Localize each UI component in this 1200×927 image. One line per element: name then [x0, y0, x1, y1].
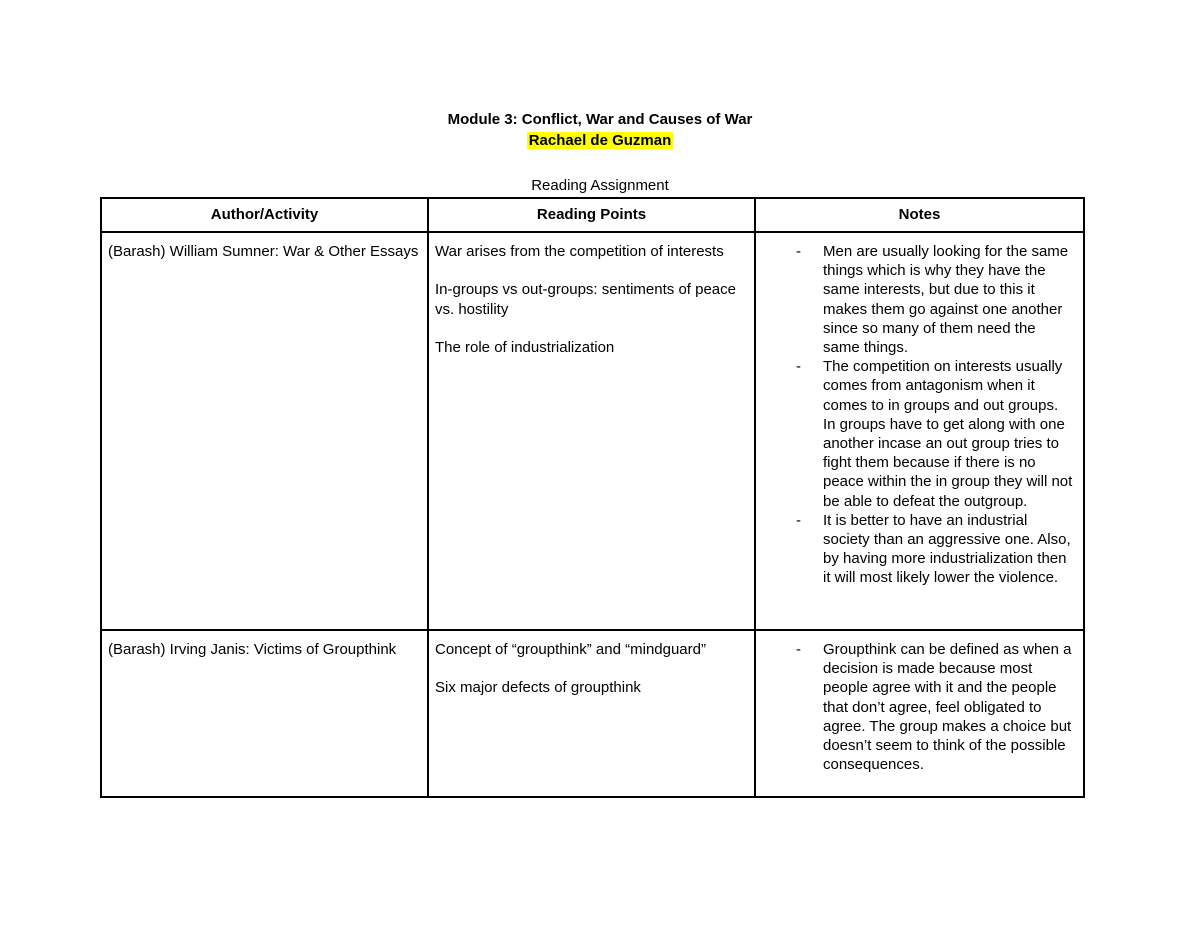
- notes-cell: [755, 232, 1084, 630]
- bullet-marker: -: [796, 243, 801, 260]
- document-subtitle: Reading Assignment: [531, 177, 669, 194]
- note-item: [762, 640, 1077, 774]
- bullet-marker: -: [796, 358, 801, 376]
- column-header-notes: Notes: [755, 198, 1084, 232]
- author-name: Rachael de Guzman: [528, 132, 672, 149]
- note-text: Groupthink can be defined as when a decision is made because most people agree with it and the people that don’t agree, feel obligated to agree. The group makes a choice but doesn’t seem to think of the possible consequences.: [823, 641, 1072, 774]
- column-header-reading-points: Reading Points: [428, 198, 755, 232]
- reading-point: Concept of “groupthink” and “mindguard”: [435, 641, 706, 658]
- bullet-marker: -: [796, 511, 801, 529]
- document-title: Module 3: Conflict, War and Causes of War: [447, 111, 753, 128]
- note-item: [762, 242, 1077, 357]
- author-line: [0, 131, 1200, 150]
- reading-point: War arises from the competition of interests: [435, 243, 724, 260]
- author-activity-cell: [101, 232, 428, 630]
- reading-points-cell: [428, 232, 755, 630]
- notes-list: [762, 242, 1077, 588]
- note-item: [762, 357, 1077, 511]
- reading-point: Six major defects of groupthink: [435, 679, 641, 697]
- note-text: The competition on interests usually comes from antagonism when it comes to in groups and out groups. In groups have to get along with one another incase an out group tries to fight them because if there is no peace within the in group they will not be able to defeat the outgroup.: [823, 358, 1073, 510]
- note-text: It is better to have an industrial society than an aggressive one. Also, by having more industrialization then it will most likely lower the violence.: [823, 511, 1071, 587]
- notes-list: [762, 640, 1077, 774]
- author-activity-text: (Barash) William Sumner: War & Other Essays: [108, 243, 419, 260]
- note-text: Men are usually looking for the same things which is why they have the same interests, but due to this it makes them go against one another since so many of them need the same things.: [823, 243, 1069, 357]
- author-activity-cell: [101, 630, 428, 797]
- notes-cell: [755, 630, 1084, 797]
- author-activity-text: (Barash) Irving Janis: Victims of Groupthink: [108, 641, 397, 658]
- table-header-row: [101, 198, 1084, 232]
- bullet-marker: -: [796, 641, 801, 658]
- column-header-author-activity: Author/Activity: [101, 198, 428, 232]
- note-item: [762, 511, 1077, 588]
- table-row: [101, 232, 1084, 630]
- table-row: [101, 630, 1084, 797]
- reading-point: In-groups vs out-groups: sentiments of peace vs. hostility: [435, 281, 736, 318]
- reading-points-cell: [428, 630, 755, 797]
- reading-assignment-table: [100, 197, 1085, 798]
- reading-point: The role of industrialization: [435, 338, 615, 356]
